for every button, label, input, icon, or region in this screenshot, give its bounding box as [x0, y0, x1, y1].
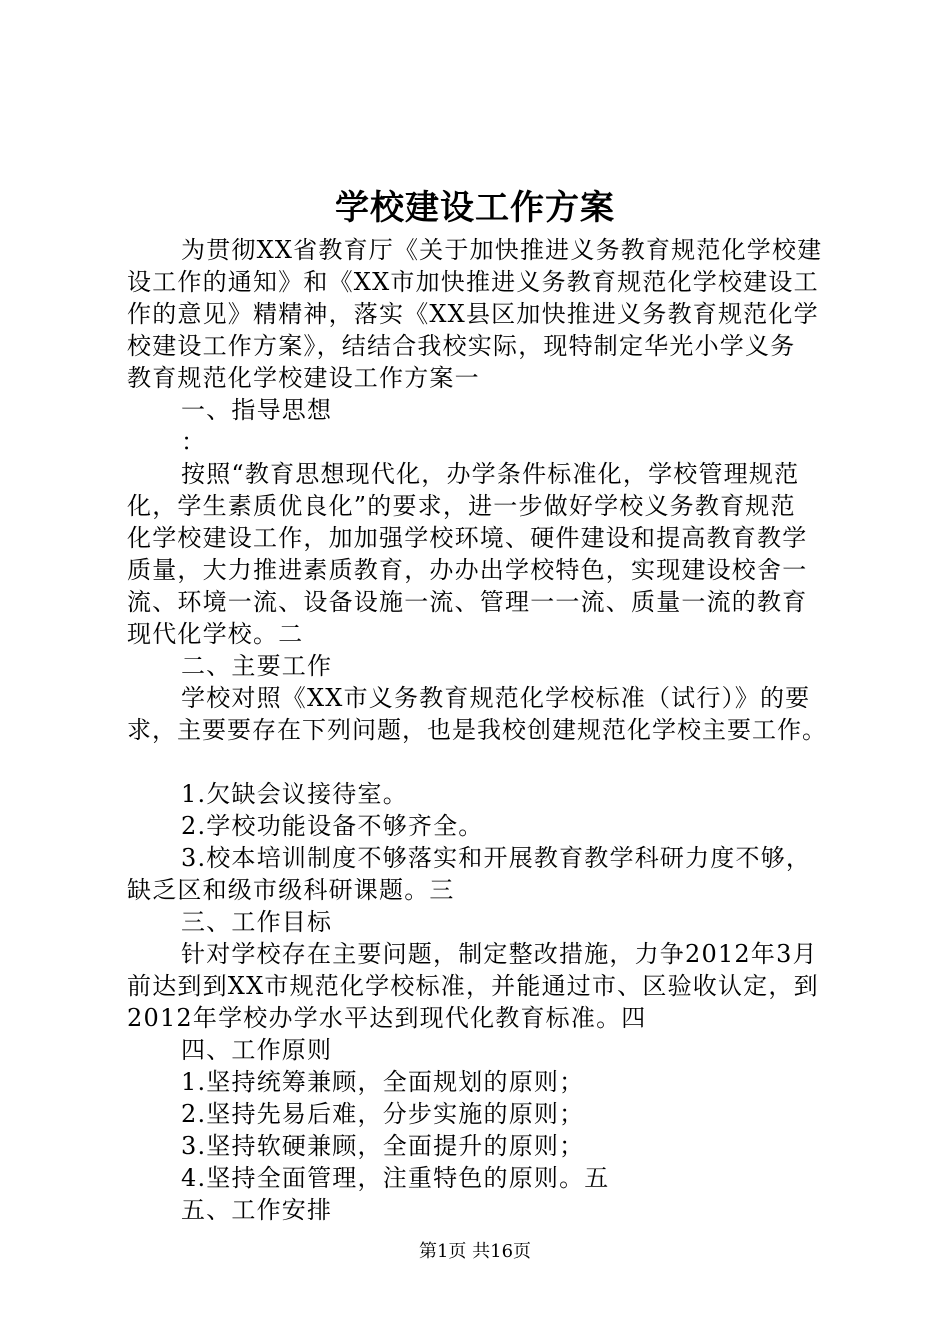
paragraph-line: 校建设工作方案》，结结合我校实际，现特制定华光小学义务: [127, 332, 796, 360]
paragraph-line: 教育规范化学校建设工作方案一: [127, 364, 480, 392]
paragraph-line: 作的意见》精精神，落实《XX县区加快推进义务教育规范化学: [127, 300, 819, 328]
list-item: 2.学校功能设备不够齐全。: [181, 812, 484, 840]
paragraph-line: 为贯彻XX省教育厅《关于加快推进义务教育规范化学校建: [181, 236, 823, 264]
document-title: 学校建设工作方案: [335, 188, 615, 228]
paragraph-line: 设工作的通知》和《XX市加快推进义务教育规范化学校建设工: [127, 268, 819, 296]
list-item: 1.欠缺会议接待室。: [181, 780, 408, 808]
paragraph-line: ：: [181, 428, 207, 456]
paragraph-line: 流、环境一流、设备设施一流、管理一一流、质量一流的教育: [127, 588, 808, 616]
paragraph-line: 学校对照《XX市义务教育规范化学校标准（试行）》的要: [181, 684, 811, 712]
paragraph-line: 质量，大力推进素质教育，办办出学校特色，实现建设校舍一: [127, 556, 808, 584]
section-heading: 五、工作安排: [181, 1196, 333, 1224]
paragraph-line: 化，学生素质优良化”的要求，进一步做好学校义务教育规范: [127, 492, 796, 520]
page-number-footer: 第1页 共16页: [418, 1241, 532, 1262]
paragraph-line: 求，主要要存在下列问题，也是我校创建规范化学校主要工作。: [127, 716, 827, 744]
section-heading: 一、指导思想: [181, 396, 333, 424]
list-item: 3.校本培训制度不够落实和开展教育教学科研力度不够，: [181, 844, 812, 872]
section-heading: 四、工作原则: [181, 1036, 333, 1064]
paragraph-line: 缺乏区和级市级科研课题。三: [127, 876, 455, 904]
paragraph-line: 2012年学校办学水平达到现代化教育标准。四: [127, 1004, 647, 1032]
paragraph-line: 针对学校存在主要问题，制定整改措施，力争2012年3月: [181, 940, 818, 968]
section-heading: 二、主要工作: [181, 652, 333, 680]
document-body: [127, 234, 827, 1226]
paragraph-line: 按照“教育思想现代化，办学条件标准化，学校管理规范: [181, 460, 800, 488]
paragraph-spacer: [127, 746, 827, 778]
paragraph-line: 前达到到XX市规范化学校标准，并能通过市、区验收认定，到: [127, 972, 819, 1000]
paragraph-line: 现代化学校。二: [127, 620, 304, 648]
list-item: 2.坚持先易后难，分步实施的原则；: [181, 1100, 585, 1128]
list-item: 1.坚持统筹兼顾，全面规划的原则；: [181, 1068, 585, 1096]
section-heading: 三、工作目标: [181, 908, 333, 936]
list-item: 4.坚持全面管理，注重特色的原则。五: [181, 1164, 610, 1192]
list-item: 3.坚持软硬兼顾，全面提升的原则；: [181, 1132, 585, 1160]
paragraph-line: 化学校建设工作，加加强学校环境、硬件建设和提高教育教学: [127, 524, 808, 552]
